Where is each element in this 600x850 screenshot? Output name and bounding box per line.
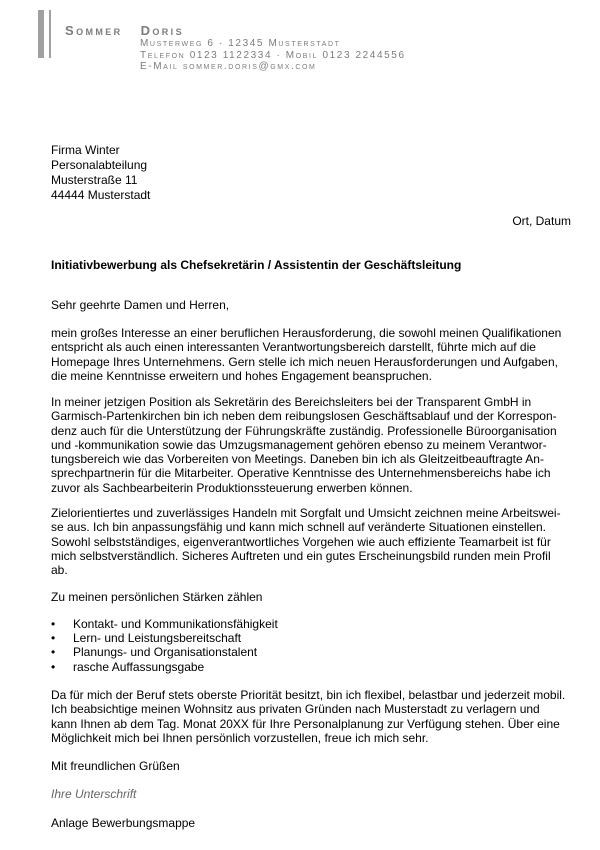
paragraph-line: Möglichkeit mich bei Ihnen persönlich vorzustellen, freue ich mich sehr. (51, 730, 429, 745)
paragraph-line: Zu meinen persönlichen Stärken zählen (51, 590, 263, 604)
recipient-city: 44444 Musterstadt (51, 188, 151, 202)
paragraph-4 (51, 590, 575, 604)
recipient-street: Musterstraße 11 (51, 173, 138, 187)
sender-firstname: Doris (140, 23, 184, 38)
place-date: Ort, Datum (512, 214, 571, 228)
list-item (51, 645, 278, 659)
sender-name (65, 24, 406, 38)
paragraph-line: und -kommunikation sowie das Umzugsmanagement gehören ebenso zu meinem Verantwor- (51, 437, 547, 452)
paragraph-2 (51, 395, 575, 495)
paragraph-5 (51, 688, 575, 745)
paragraph-line: Garmisch-Partenkirchen bin ich neben dem reibungslosen Geschäftsablauf und der Korrespon- (51, 409, 557, 424)
paragraph-1 (51, 326, 575, 383)
paragraph-line: kann Ihnen ab dem Tag. Monat 20XX für Ihre Personalplanung zur Verfügung stehen. Über eine (51, 716, 560, 731)
letterhead-bar (38, 10, 44, 58)
salutation-text: Sehr geehrte Damen und Herren, (51, 298, 230, 312)
paragraph-line: Ich beabsichtige meinen Wohnsitz aus privaten Gründen nach Musterstadt zu verlagern und (51, 702, 540, 717)
sender-email: E-Mail sommer.doris@gmx.com (140, 61, 317, 72)
bullet-icon: • (51, 617, 56, 631)
sender-phone: Telefon 0123 1122334 · Mobil 0123 2244556 (140, 49, 406, 61)
paragraph-line: sprechpartnerin für die Mitarbeiter. Operative Kenntnisse des Unternehmensbereichs habe ich (51, 466, 551, 481)
paragraph-line: die meine Kenntnisse erweitern und hohes Engagement beanspruchen. (51, 368, 432, 383)
subject-line: Initiativbewerbung als Chefsekretärin / Assistentin der Geschäftsleitung (51, 258, 462, 272)
paragraph-line: tungsbereich wie das Vorbereiten von Meetings. Daneben bin ich als Gleitzeitbeauftragte An- (51, 452, 544, 467)
closing (51, 759, 575, 773)
bullet-icon: • (51, 631, 56, 646)
paragraph-line: In meiner jetzigen Position als Sekretärin des Bereichsleiters bei der Transparent GmbH in (51, 395, 532, 409)
recipient-address (51, 143, 150, 203)
letterhead-bar-thin (49, 10, 51, 58)
recipient-department: Personalabteilung (51, 158, 148, 172)
signature-placeholder: Ihre Unterschrift (51, 787, 137, 801)
list-item-label: rasche Auffassungsgabe (73, 659, 205, 674)
list-item-label: Kontakt- und Kommunikationsfähigkeit (73, 617, 278, 631)
paragraph-line: Sowohl selbstständiges, eigenverantwortliches Vorgehen wie auch effiziente Teamarbeit ist für (51, 534, 551, 549)
paragraph-line: denz auch für die Unterstützung der Führungskräfte zuständig. Professionelle Büroorganisation (51, 423, 557, 438)
paragraph-line: Da für mich der Beruf stets oberste Priorität besitzt, bin ich flexibel, belastbar und jederzeit mobil. (51, 688, 566, 702)
bullet-icon: • (51, 645, 56, 660)
sender-block (65, 24, 406, 73)
sender-address: Musterweg 6 · 12345 Musterstadt (140, 38, 341, 49)
list-item-label: Lern- und Leistungsbereitschaft (73, 631, 242, 646)
list-item-label: Planungs- und Organisationstalent (73, 645, 258, 660)
paragraph-line: zuvor als Sachbearbeiterin Produktionssteuerung erwerben können. (51, 480, 413, 495)
list-item (51, 631, 278, 645)
paragraph-line: Homepage Ihres Unternehmens. Gern stelle ich mich neuen Herausforderungen und Aufgaben, (51, 354, 558, 369)
paragraph-line: ab. (51, 563, 68, 578)
paragraph-3 (51, 506, 575, 577)
closing-text: Mit freundlichen Grüßen (51, 759, 180, 773)
enclosure-note: Anlage Bewerbungsmappe (51, 816, 196, 830)
list-item (51, 660, 278, 674)
list-item (51, 617, 278, 631)
paragraph-line: Zielorientiertes und zuverlässiges Handeln mit Sorgfalt und Umsicht zeichnen meine Arbeitswei- (51, 506, 561, 520)
paragraph-line: se aus. Ich bin anpassungsfähig und kann mich schnell auf veränderte Situationen einstellen. (51, 520, 546, 535)
recipient-company: Firma Winter (51, 143, 120, 157)
sender-surname: Sommer (65, 23, 123, 38)
paragraph-line: mein großes Interesse an einer beruflichen Herausforderung, die sowohl meinen Qualifikationen (51, 326, 562, 340)
paragraph-line: entspricht als auch einen interessanten Verantwortungsbereich darstellt, führte mich auf die (51, 340, 536, 355)
bullet-icon: • (51, 659, 56, 674)
salutation (51, 298, 575, 312)
paragraph-line: mich selbstverständlich. Sicheres Auftreten und ein gutes Erscheinungsbild runden mein Profil (51, 548, 551, 563)
strengths-list (51, 617, 278, 674)
